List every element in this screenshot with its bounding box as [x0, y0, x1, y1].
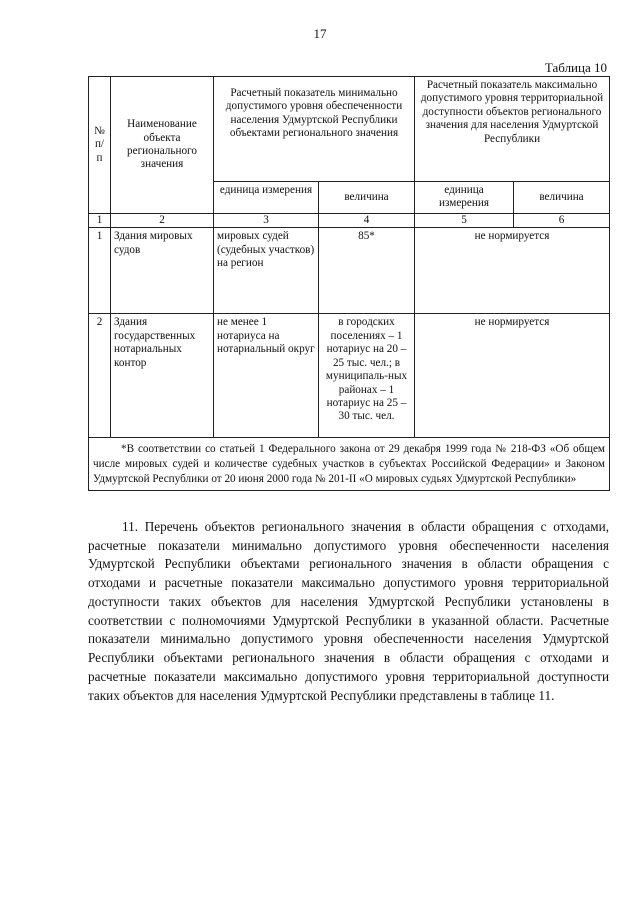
header-max-indicator: Расчетный показатель максимально допустимого уровня территориальной доступности объектов регионального значения для населения Удмуртской Республики: [415, 77, 610, 182]
row-object-name: Здания мировых судов: [111, 228, 214, 314]
row-unit: не менее 1 нотариуса на нотариальный округ: [214, 314, 319, 438]
header-unit: единица измерения: [214, 182, 319, 214]
regional-objects-table: [88, 76, 610, 491]
column-number: 5: [415, 213, 514, 227]
paragraph-text: 11. Перечень объектов регионального значения в области обращения с отходами, расчетные показатели минимально допустимого уровня обеспеченности населения Удмуртской Республики объектами регионального значения в области обращения с отходами и расчетные показатели максимально допустимого уровня территориальной доступности таких объектов для населения Удмуртской Республики установлены в соответствии с полномочиями Удмуртской Республики в указанной области. Расчетные показатели минимально допустимого уровня обеспеченности населения Удмуртской Республики объектами регионального значения в области обращения с отходами и расчетные показатели максимально допустимого уровня территориальной доступности таких объектов для населения Удмуртской Республики представлены в таблице 11.: [88, 519, 609, 703]
footnote-row: [89, 438, 610, 490]
page-number: 17: [313, 26, 327, 41]
table-row: [89, 228, 610, 314]
row-max-indicator: не нормируется: [415, 228, 610, 314]
header-unit-2: единица измерения: [415, 182, 514, 214]
row-object-name: Здания государственных нотариальных контор: [111, 314, 214, 438]
header-num: № п/п: [89, 77, 111, 214]
row-max-indicator: не нормируется: [415, 314, 610, 438]
row-value: в городских поселениях – 1 нотариус на 20 – 25 тыс. чел.; в муниципаль-ных районах – 1 нотариус на 25 – 30 тыс. чел.: [319, 314, 415, 438]
table-footnote: [89, 438, 610, 490]
table-caption: Таблица 10: [544, 60, 607, 75]
column-number-row: [89, 213, 610, 227]
column-number: 2: [111, 213, 214, 227]
column-number: 3: [214, 213, 319, 227]
column-number: 6: [514, 213, 610, 227]
row-num: 1: [89, 228, 111, 314]
footnote-text: *В соответствии со статьей 1 Федерального закона от 29 декабря 1999 года № 218-ФЗ «Об общем числе мировых судей и количестве судебных участков в субъектах Российской Федерации» и Законом Удмуртской Республики от 20 июня 2000 года № 201-II «О мировых судьях Удмуртской Республики»: [93, 443, 605, 485]
row-value: 85*: [319, 228, 415, 314]
column-number: 1: [89, 213, 111, 227]
table-row: [89, 314, 610, 438]
header-object-name: Наименование объекта регионального значения: [111, 77, 214, 214]
body-paragraph: [88, 518, 609, 705]
header-value: величина: [319, 182, 415, 214]
header-value-2: величина: [514, 182, 610, 214]
row-unit: мировых судей (судебных участков) на регион: [214, 228, 319, 314]
row-num: 2: [89, 314, 111, 438]
column-number: 4: [319, 213, 415, 227]
header-min-indicator: Расчетный показатель минимально допустимого уровня обеспеченности населения Удмуртской Республики объектами регионального значения: [214, 77, 415, 182]
table-header-row: [89, 77, 610, 182]
